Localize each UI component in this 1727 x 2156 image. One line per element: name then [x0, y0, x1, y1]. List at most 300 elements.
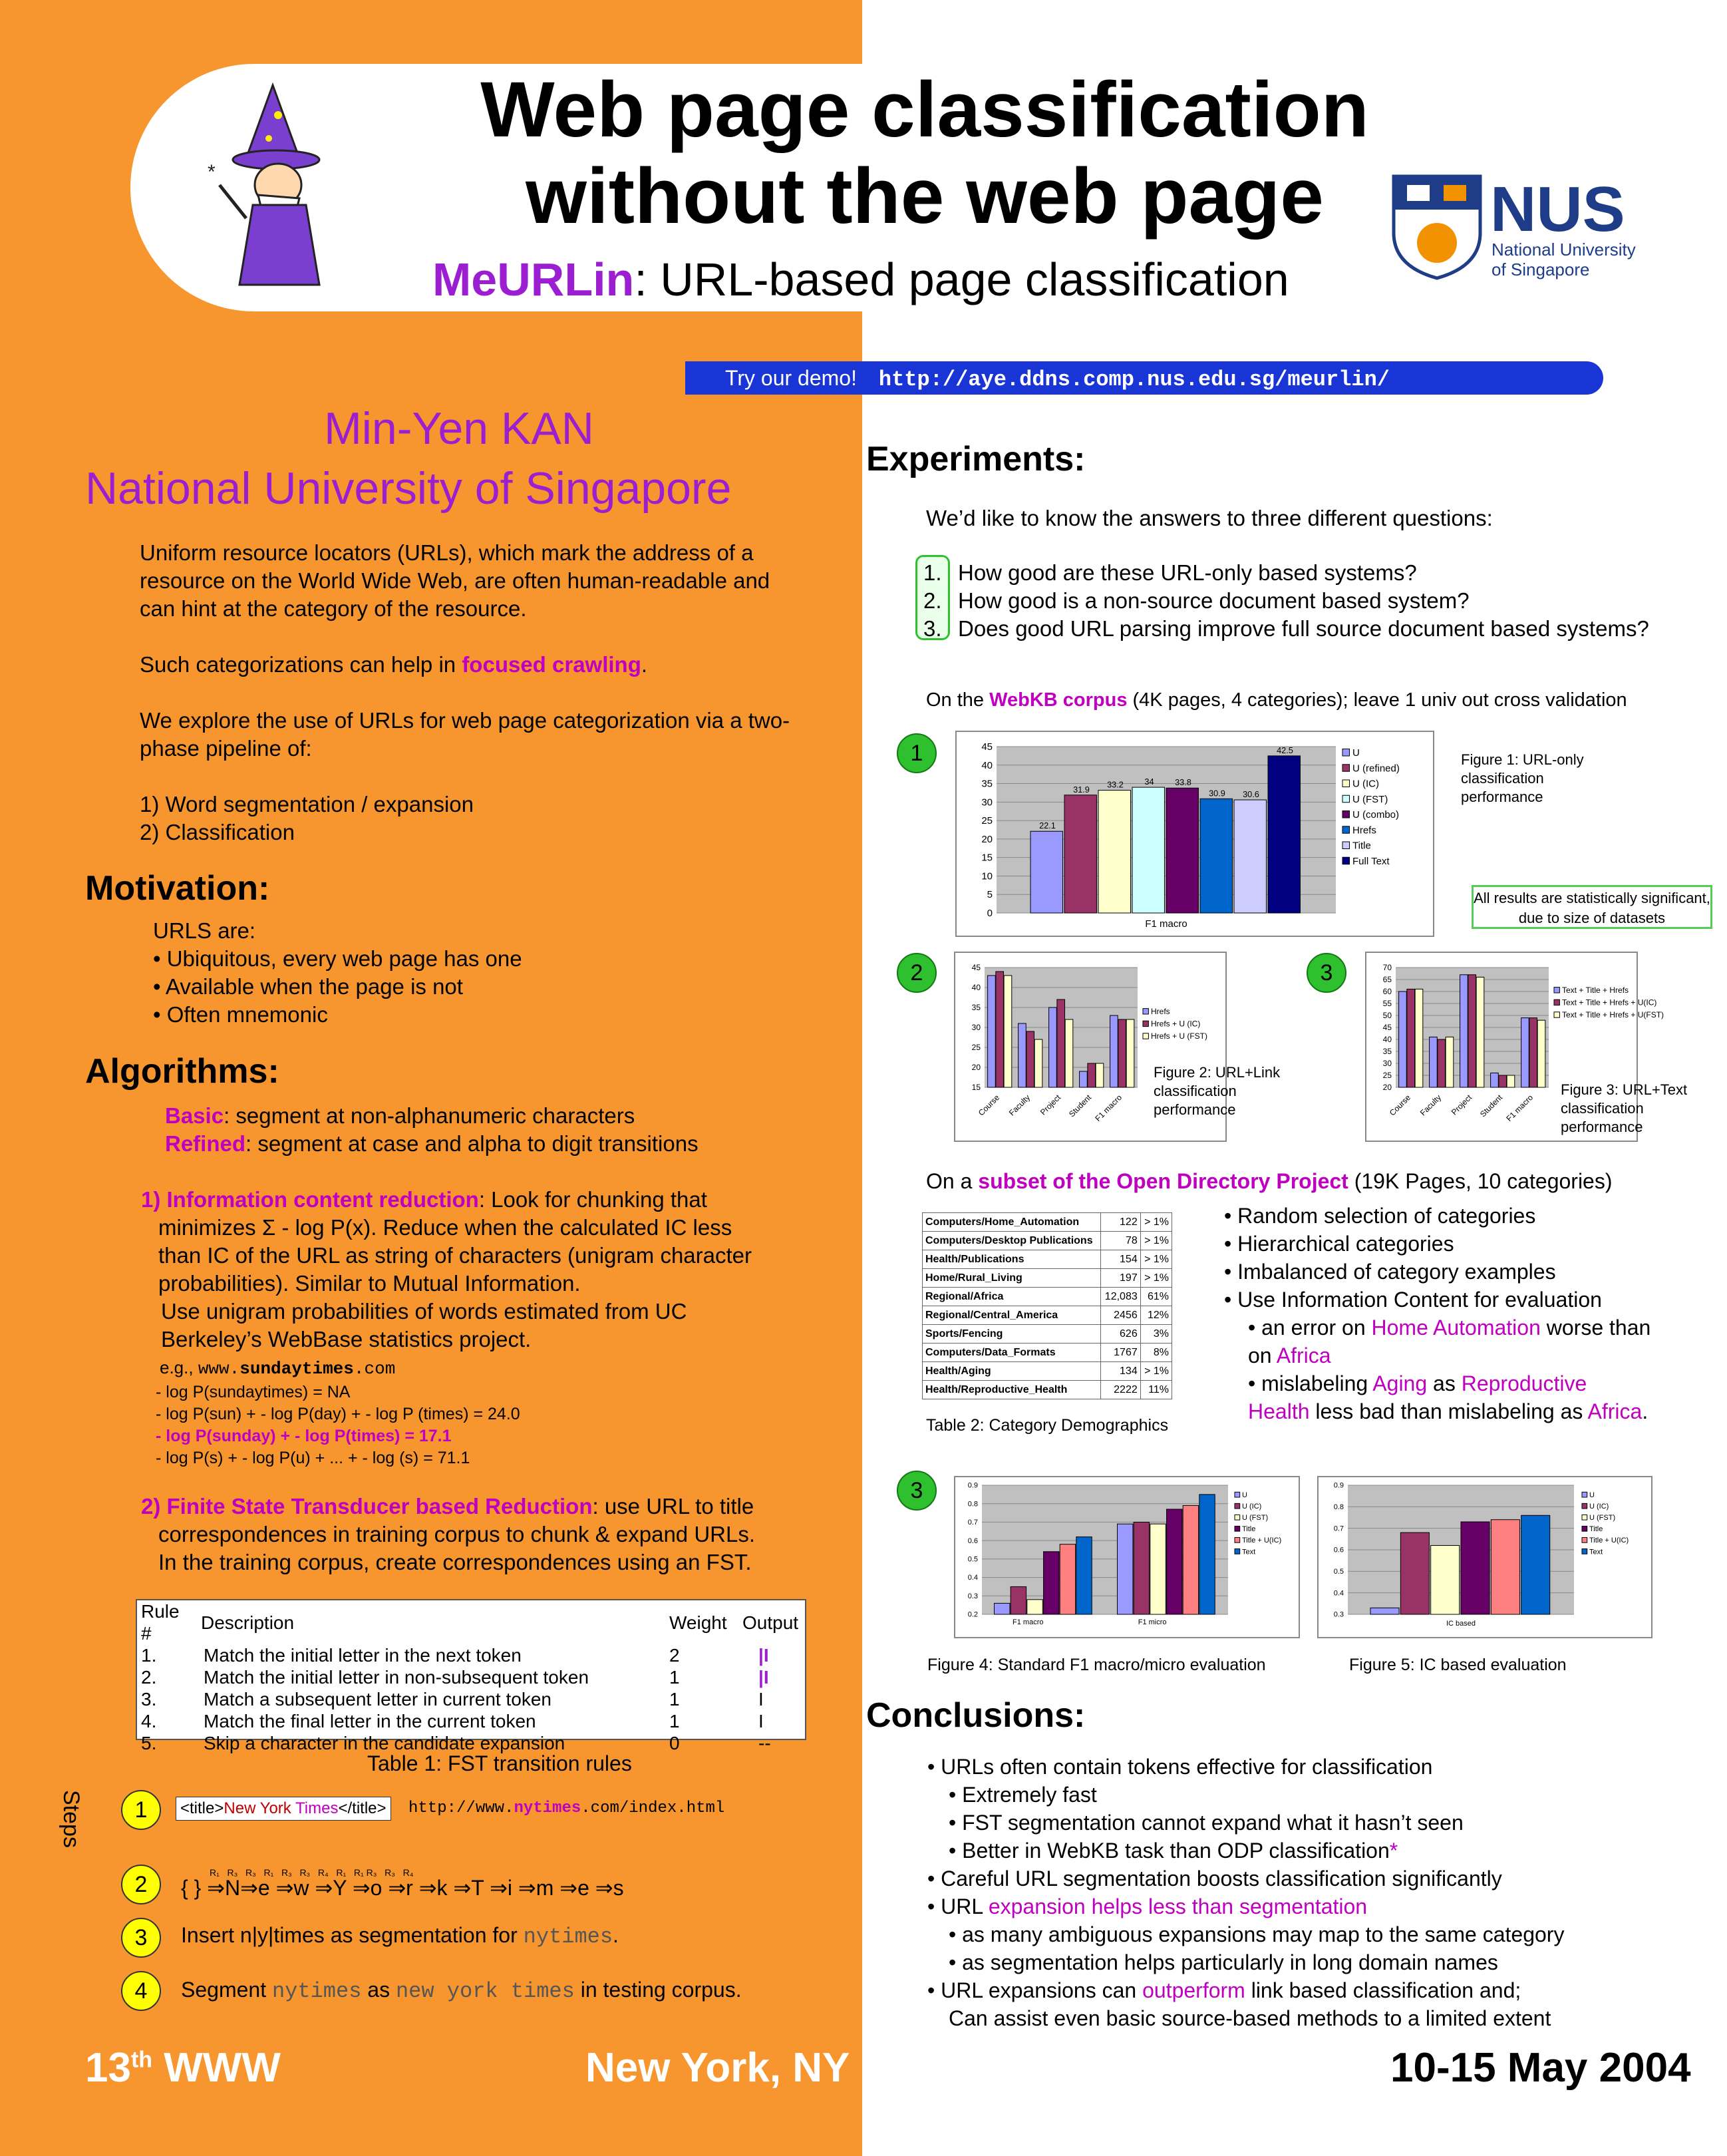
legend-label: Title [1589, 1525, 1603, 1534]
figure-1-caption: Figure 1: URL-only classification performance [1461, 751, 1584, 805]
percentage: 8% [1140, 1344, 1172, 1362]
rule-desc: Match the final letter in the current token [204, 1711, 536, 1731]
legend-label: Text [1242, 1548, 1256, 1556]
legend-label: U [1352, 747, 1360, 759]
bar [1400, 1532, 1429, 1614]
legend-label: Text + Title + Hrefs + U(IC) [1562, 997, 1657, 1007]
y-tick-label: 25 [1382, 1071, 1392, 1080]
step1-url [408, 1799, 724, 1817]
icr-section [141, 1186, 853, 1353]
y-tick-label: 0.4 [1333, 1589, 1344, 1598]
y-tick-label: 0.6 [1333, 1546, 1344, 1554]
bar [1268, 756, 1300, 913]
rule-output: |I [758, 1667, 769, 1688]
y-tick-label: 0.7 [967, 1519, 978, 1527]
conclusion-item: • URL expansions can [927, 1978, 1143, 2002]
category-name: Health/Publications [923, 1250, 1101, 1269]
legend-swatch [1582, 1526, 1587, 1531]
percentage: 12% [1140, 1306, 1172, 1325]
bar [1415, 989, 1423, 1087]
figure-1-chart [955, 731, 1434, 937]
data-label: 22.1 [1039, 820, 1056, 831]
fst-line: : use URL to title [592, 1494, 754, 1519]
bar [1011, 1586, 1026, 1614]
y-tick-label: 65 [1382, 975, 1392, 984]
odp-highlight: subset of the Open Directory Project [978, 1169, 1348, 1193]
x-tick-label: Faculty [1418, 1093, 1444, 1118]
refined-label: Refined [165, 1131, 246, 1156]
intro-line: resource on the World Wide Web, are often human-readable and [140, 568, 770, 593]
conclusion-sub: • as segmentation helps particularly in long domain names [949, 1950, 1498, 1974]
category-name: Sports/Fencing [923, 1325, 1101, 1344]
bar [1132, 787, 1164, 913]
bar [1468, 975, 1476, 1087]
odp-cat: Africa [1587, 1399, 1643, 1423]
category-name: Regional/Africa [923, 1288, 1101, 1306]
question-num: 2. [923, 588, 942, 613]
title-line-2: without the web page [526, 152, 1324, 240]
tag-text: New York [224, 1799, 296, 1817]
y-tick-label: 20 [1382, 1083, 1392, 1092]
legend-swatch [1342, 857, 1350, 864]
bar [1134, 1522, 1149, 1614]
table-row [923, 1325, 1172, 1344]
bar [1476, 977, 1484, 1087]
url-part: .com/index.html [581, 1799, 725, 1817]
y-tick-label: 15 [971, 1083, 981, 1092]
page-count: 2222 [1101, 1381, 1141, 1399]
y-tick-label: 10 [981, 870, 993, 882]
bar [1499, 1075, 1507, 1087]
question-num: 1. [923, 560, 942, 585]
table-row [923, 1269, 1172, 1288]
poster-title [359, 67, 1490, 240]
eg-label: e.g., [160, 1357, 198, 1377]
x-axis-label: IC based [1446, 1620, 1476, 1628]
category-name: Computers/Desktop Publications [923, 1232, 1101, 1250]
eg-url-part: www. [198, 1359, 240, 1379]
calc-line-best: - log P(sunday) + - log P(times) = 17.1 [156, 1427, 452, 1445]
legend-swatch [1342, 749, 1350, 757]
bar [1407, 989, 1415, 1087]
bar [1065, 1019, 1073, 1087]
legend-swatch [1235, 1492, 1240, 1497]
odp-sub: . [1642, 1399, 1648, 1423]
legend-swatch [1342, 795, 1350, 803]
bar [1430, 1037, 1438, 1087]
question-text: Does good URL parsing improve full source document based systems? [958, 616, 1649, 641]
x-tick-label: Project [1449, 1093, 1474, 1117]
rule-weight: 0 [669, 1733, 680, 1753]
bar [1537, 1020, 1545, 1087]
fst-line: In the training corpus, create correspondences using an FST. [158, 1550, 752, 1574]
footer-location-text: New York, NY USA [585, 2045, 948, 2091]
y-tick-label: 35 [981, 778, 993, 790]
bar [1098, 791, 1130, 913]
question-num: 3. [923, 616, 942, 641]
odp-bullet: • Random selection of categories [1224, 1204, 1536, 1228]
bar [1199, 1495, 1215, 1614]
rule-output: I [758, 1689, 764, 1709]
question-2-badge: 2 [897, 953, 937, 993]
subtitle-text: : URL-based page classification [634, 254, 1289, 305]
rule-output: -- [758, 1733, 771, 1753]
tag-text: </title> [338, 1799, 387, 1817]
y-tick-label: 30 [981, 797, 993, 808]
legend-label: U (FST) [1352, 793, 1388, 805]
system-name: MeURLin [432, 254, 635, 305]
figure-5-caption: Figure 5: IC based evaluation [1349, 1656, 1567, 1674]
conclusion-sub: • as many ambiguous expansions may map to the same category [949, 1922, 1565, 1946]
bar [1080, 1071, 1088, 1087]
rule-output: |I [758, 1645, 769, 1666]
svg-text:*: * [208, 161, 216, 183]
legend-swatch [1554, 999, 1559, 1005]
basic-line [165, 1102, 635, 1130]
nus-name-2: of Singapore [1492, 260, 1590, 279]
bar [1019, 1023, 1026, 1087]
eg-url-domain: sundaytimes [239, 1359, 354, 1379]
motivation-item: • Ubiquitous, every web page has one [153, 946, 522, 971]
conclusion-text: link based classification and; [1245, 1978, 1521, 2002]
legend-label: Hrefs [1151, 1007, 1170, 1016]
y-tick-label: 0.7 [1333, 1525, 1344, 1533]
bar [1446, 1037, 1454, 1087]
figure-4-chart [954, 1476, 1300, 1638]
legend-label: Text + Title + Hrefs [1562, 986, 1629, 995]
y-tick-label: 0.9 [1333, 1481, 1344, 1490]
intro-line: phase pipeline of: [140, 736, 312, 761]
x-tick-label: Project [1038, 1093, 1063, 1117]
odp-bullet: • Use Information Content for evaluation [1224, 1288, 1602, 1312]
basic-label: Basic [165, 1103, 224, 1128]
percentage: > 1% [1140, 1232, 1172, 1250]
rule-weight: 1 [669, 1667, 680, 1688]
page-count: 12,083 [1101, 1288, 1141, 1306]
demo-link[interactable]: http://aye.ddns.comp.nus.edu.sg/meurlin/ [878, 367, 1390, 392]
legend-swatch [1235, 1526, 1240, 1531]
legend-swatch [1143, 1009, 1148, 1014]
odp-text: (19K Pages, 10 categories) [1348, 1169, 1613, 1193]
question-list [923, 559, 1649, 643]
odp-bullets [1224, 1202, 1650, 1425]
rule-num: 5. [141, 1733, 157, 1753]
percentage: 61% [1140, 1288, 1172, 1306]
bar [1491, 1520, 1519, 1614]
conclusion-sub: • FST segmentation cannot expand what it hasn’t seen [949, 1811, 1464, 1835]
legend-label: Title + U(IC) [1589, 1536, 1629, 1545]
rule-num: 1. [141, 1645, 157, 1666]
step-mono: nytimes [271, 1979, 362, 2004]
refined-line [165, 1130, 699, 1158]
y-tick-label: 45 [981, 741, 993, 753]
motivation-heading: Motivation: [85, 869, 270, 908]
legend-label: U (IC) [1242, 1503, 1262, 1511]
bar [1461, 1522, 1490, 1614]
legend-label: U (FST) [1589, 1514, 1616, 1523]
fst-section [141, 1493, 853, 1576]
step-text: Insert n|y|times as segmentation for [181, 1923, 524, 1947]
category-name: Health/Aging [923, 1362, 1101, 1381]
rule-weight: 1 [669, 1689, 680, 1709]
odp-text: On a [926, 1169, 979, 1193]
bar [996, 972, 1004, 1087]
demo-label: Try our demo! [725, 366, 857, 390]
page-count: 1767 [1101, 1344, 1141, 1362]
conclusion-sub: • Better in WebKB task than ODP classification [949, 1839, 1390, 1863]
y-tick-label: 0.3 [967, 1592, 978, 1600]
step-2-badge: 2 [121, 1865, 161, 1904]
url-domain: nytimes [514, 1799, 581, 1817]
intro-line: can hint at the category of the resource. [140, 596, 527, 621]
calc-line: - log P(sun) + - log P(day) + - log P (times) = 24.0 [156, 1405, 520, 1423]
conclusion-item: Can assist even basic source-based methods to a limited extent [949, 2006, 1551, 2030]
odp-cat: Aging [1372, 1371, 1428, 1395]
step-3-badge: 3 [121, 1918, 161, 1958]
bar [1167, 1509, 1182, 1614]
fst-transduction: { } ⇒N⇒e ⇒w ⇒Y ⇒o ⇒r ⇒k ⇒T ⇒i ⇒m ⇒e ⇒s [181, 1876, 624, 1900]
bar [1049, 1007, 1057, 1087]
experiments-intro: We’d like to know the answers to three different questions: [926, 506, 1493, 530]
page-count: 197 [1101, 1269, 1141, 1288]
percentage: > 1% [1140, 1250, 1172, 1269]
page-count: 154 [1101, 1250, 1141, 1269]
bar [1030, 831, 1062, 913]
pipeline-step: 2) Classification [140, 820, 295, 844]
fst-line: correspondences in training corpus to chunk & expand URLs. [158, 1522, 756, 1546]
webkb-text: (4K pages, 4 categories); leave 1 univ out cross validation [1127, 689, 1627, 711]
intro-text: Such categorizations can help in [140, 652, 462, 677]
significance-note: All results are statistically significant, due to size of datasets [1472, 885, 1712, 929]
page-count: 2456 [1101, 1306, 1141, 1325]
y-tick-label: 30 [971, 1023, 981, 1032]
x-tick-label: Student [1478, 1093, 1505, 1119]
legend-label: Text + Title + Hrefs + U(FST) [1562, 1010, 1664, 1020]
y-tick-label: 20 [981, 833, 993, 845]
author-name: Min-Yen KAN [324, 403, 594, 454]
legend-swatch [1235, 1503, 1240, 1509]
figure-3-caption: Figure 3: URL+Text classification performance [1561, 1081, 1688, 1135]
step-mono: nytimes [523, 1924, 613, 1949]
intro-crawling-line [140, 651, 845, 679]
table-row [923, 1306, 1172, 1325]
legend-label: Title + U(IC) [1242, 1536, 1282, 1545]
step-mono: new york times [395, 1979, 575, 2004]
legend-label: U (IC) [1589, 1503, 1609, 1511]
bar [1076, 1537, 1092, 1614]
legend-swatch [1582, 1549, 1587, 1554]
bar [1166, 788, 1198, 913]
data-label: 33.8 [1175, 777, 1191, 788]
percentage: > 1% [1140, 1269, 1172, 1288]
rule-marks: R₁ R₃ R₃ R₁ R₃ R₃ R₄ R₁ R₁ R₃ R₃ R₄ [210, 1867, 414, 1878]
data-label: 33.2 [1107, 779, 1124, 790]
odp-sub: worse than [1540, 1316, 1651, 1340]
legend-swatch [1235, 1515, 1240, 1520]
y-tick-label: 40 [1382, 1035, 1392, 1044]
y-tick-label: 60 [1382, 987, 1392, 996]
y-tick-label: 0.5 [1333, 1568, 1344, 1576]
fst-rules-table [136, 1599, 806, 1753]
bar [1027, 1600, 1042, 1614]
odp-cat: Health [1248, 1399, 1310, 1423]
column-header: Output [742, 1612, 799, 1633]
odp-sub: • an error on [1248, 1316, 1372, 1340]
page-count: 626 [1101, 1325, 1141, 1344]
question-text: How good are these URL-only based systems? [958, 560, 1417, 585]
category-demographics-table [922, 1212, 1172, 1399]
y-tick-label: 0.5 [967, 1555, 978, 1564]
step-3-text [181, 1923, 619, 1949]
x-tick-label: Student [1066, 1093, 1094, 1119]
column-header: Description [201, 1612, 295, 1633]
bar [1521, 1515, 1550, 1614]
table-row [923, 1344, 1172, 1362]
legend-label: U (FST) [1242, 1514, 1269, 1523]
bar [1438, 1039, 1446, 1087]
page-count: 122 [1101, 1213, 1141, 1232]
odp-cat: Home Automation [1371, 1316, 1541, 1340]
legend-label: Text [1589, 1548, 1603, 1556]
ic-calculations [156, 1381, 520, 1469]
category-name: Computers/Data_Formats [923, 1344, 1101, 1362]
example-url [160, 1357, 395, 1379]
bar [1529, 1018, 1537, 1087]
legend-swatch [1235, 1538, 1240, 1543]
footer-num: 13 [85, 2045, 131, 2091]
legend-label: U (refined) [1352, 763, 1400, 775]
legend-label: Hrefs [1352, 824, 1376, 836]
legend-swatch [1582, 1538, 1587, 1543]
legend-label: U (IC) [1352, 778, 1379, 790]
focused-crawling-highlight: focused crawling [462, 652, 641, 677]
rule-desc: Match the initial letter in non-subsequent token [204, 1667, 589, 1688]
intro-text: . [641, 652, 648, 677]
category-name: Regional/Central_America [923, 1306, 1101, 1325]
legend-swatch [1582, 1503, 1587, 1509]
y-tick-label: 0 [987, 908, 993, 919]
motivation-intro: URLS are: [153, 918, 256, 943]
bar [1126, 1019, 1134, 1087]
conclusion-highlight: outperform [1142, 1978, 1245, 2002]
data-label: 30.9 [1209, 788, 1225, 799]
webkb-line [926, 689, 1627, 711]
table-row [137, 1688, 805, 1710]
step-text: in testing corpus. [574, 1978, 742, 2002]
figure-5-chart [1317, 1476, 1652, 1638]
table-row [923, 1288, 1172, 1306]
figure-2-caption: Figure 2: URL+Link classification performance [1154, 1064, 1281, 1118]
odp-sub: • mislabeling [1248, 1371, 1373, 1395]
legend-label: U [1589, 1491, 1595, 1499]
data-label: 42.5 [1277, 745, 1293, 755]
category-name: Health/Reproductive_Health [923, 1381, 1101, 1399]
y-tick-label: 20 [971, 1063, 981, 1072]
bar [1026, 1031, 1034, 1087]
percentage: > 1% [1140, 1213, 1172, 1232]
rule-desc: Match a subsequent letter in current token [204, 1689, 551, 1709]
legend-swatch [1582, 1515, 1587, 1520]
conclusion-highlight: expansion helps less than segmentation [988, 1894, 1368, 1918]
bar [1200, 799, 1232, 913]
odp-sub: as [1427, 1371, 1462, 1395]
bar [1044, 1552, 1059, 1614]
percentage: 11% [1140, 1381, 1172, 1399]
fst-label: 2) Finite State Transducer based Reduction [141, 1494, 593, 1519]
bar [1118, 1524, 1133, 1614]
step-text: . [613, 1923, 619, 1947]
legend-label: U [1242, 1491, 1247, 1499]
y-tick-label: 40 [981, 759, 993, 771]
x-tick-label: F1 macro [1013, 1618, 1044, 1626]
legend-swatch [1342, 780, 1350, 787]
table-row [923, 1381, 1172, 1399]
motivation-list [153, 917, 522, 1029]
data-label: 31.9 [1073, 784, 1090, 795]
footer-dates: 10-15 May 2004 [1390, 2045, 1691, 2091]
legend-swatch [1582, 1492, 1587, 1497]
icr-line: minimizes Σ - log P(x). Reduce when the calculated IC less [158, 1215, 732, 1240]
refined-text: : segment at case and alpha to digit transitions [245, 1131, 699, 1156]
bar [1370, 1608, 1399, 1614]
percentage: > 1% [1140, 1362, 1172, 1381]
footer-location-right-part [862, 2044, 969, 2097]
url-part: http://www. [408, 1799, 514, 1817]
intro-line: We explore the use of URLs for web page categorization via a two- [140, 708, 790, 733]
rule-weight: 1 [669, 1711, 680, 1731]
y-tick-label: 0.4 [967, 1574, 978, 1582]
y-tick-label: 25 [981, 815, 993, 827]
title-line-1: Web page classification [480, 66, 1369, 154]
conclusion-item: • URL [927, 1894, 989, 1918]
motivation-item: • Often mnemonic [153, 1002, 328, 1027]
bar [1118, 1019, 1126, 1087]
basic-text: : segment at non-alphanumeric characters [224, 1103, 635, 1128]
x-tick-label: F1 micro [1138, 1618, 1167, 1626]
bar [1491, 1073, 1499, 1087]
y-tick-label: 0.2 [967, 1610, 978, 1619]
bar [1060, 1544, 1075, 1614]
page-count: 134 [1101, 1362, 1141, 1381]
nus-crest-icon [1390, 173, 1484, 279]
pipeline-step: 1) Word segmentation / expansion [140, 792, 474, 816]
x-tick-label: F1 macro [1093, 1093, 1124, 1123]
percentage: 3% [1140, 1325, 1172, 1344]
table-header-row [137, 1600, 805, 1644]
nus-logo [1390, 173, 1636, 283]
bar [1234, 800, 1266, 913]
table-row [137, 1710, 805, 1732]
conclusions-heading: Conclusions: [866, 1696, 1086, 1735]
legend-swatch [1554, 988, 1559, 993]
figure-4-caption: Figure 4: Standard F1 macro/micro evaluation [927, 1656, 1266, 1674]
x-tick-label: Course [1387, 1093, 1413, 1118]
bar [1088, 1063, 1096, 1087]
rule-weight: 2 [669, 1645, 680, 1666]
icr-line: Use unigram probabilities of words estimated from UC [161, 1299, 687, 1324]
y-tick-label: 0.3 [1333, 1610, 1344, 1619]
webkb-highlight: WebKB corpus [989, 689, 1128, 711]
legend-label: Hrefs + U (FST) [1151, 1031, 1208, 1041]
conclusion-item: • Careful URL segmentation boosts classification significantly [927, 1867, 1502, 1890]
y-tick-label: 40 [971, 983, 981, 992]
step-4-text [181, 1978, 742, 2004]
data-label: 34 [1144, 777, 1154, 787]
column-header: Rule # [141, 1601, 180, 1644]
bar [1150, 1524, 1166, 1614]
bar [1034, 1039, 1042, 1087]
odp-sub: on [1248, 1344, 1277, 1367]
